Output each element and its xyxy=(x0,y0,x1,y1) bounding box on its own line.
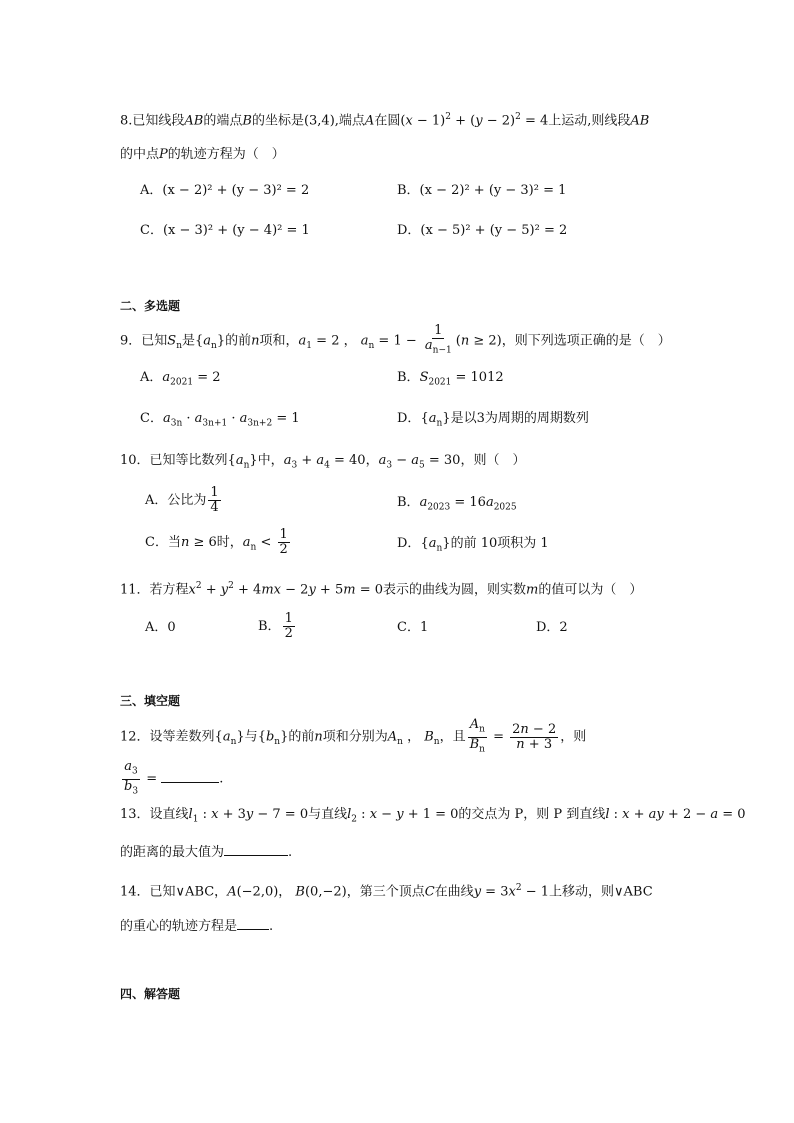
q10-option-a[interactable]: A．公比为 $\frac{1}{4}$ xyxy=(145,485,219,515)
q9-text: 9．已知 xyxy=(120,333,168,349)
q12-text: 项和分别为 xyxy=(322,729,388,745)
option-letter: A． xyxy=(140,370,163,385)
q8-text: 的轨迹方程为（ ） xyxy=(167,147,285,162)
q10-text: 10．已知等比数列 xyxy=(120,453,228,468)
q11-text: 11．若方程 xyxy=(120,582,189,598)
q11-option-d[interactable]: D．2 xyxy=(536,620,568,635)
option-letter: C．当 xyxy=(145,535,181,550)
q12-line2: $\frac{a_3}{b_3}$ = . xyxy=(124,759,224,797)
q9-text: 项和， xyxy=(259,333,299,349)
q10-option-c[interactable]: C．当n ≥ 6时，$a_n$ < $\frac{1}{2}$ xyxy=(145,527,288,557)
q10-text: 的前 10项积为 1 xyxy=(450,536,549,551)
q11-option-b[interactable]: B． $\frac{1}{2}$ xyxy=(258,611,293,641)
q8-text: 的中点 xyxy=(120,147,160,162)
q14-text: 的重心的轨迹方程是 xyxy=(120,919,238,934)
q13-line2: 的距离的最大值为 . xyxy=(120,845,293,860)
q8-text: 8.已知线段 xyxy=(120,113,185,129)
q10-text: ，则（ ） xyxy=(460,453,526,468)
q8-text: (3,4) xyxy=(303,113,335,129)
q9-text: 的前 xyxy=(225,333,252,349)
q12-text: ，则 xyxy=(560,729,587,745)
q10-option-b[interactable]: B．$a_{2023} = 16a_{2025}$ xyxy=(397,495,517,513)
answer-blank[interactable] xyxy=(161,770,219,783)
q9-text: ，则下列选项正确的是（ ） xyxy=(501,333,671,349)
q8-line2: 的中点P的轨迹方程为（ ） xyxy=(120,147,285,162)
q12-text: 的前 xyxy=(288,729,315,745)
q14-text: 在曲线 xyxy=(434,884,474,900)
q12-text: 12．设等差数列 xyxy=(120,729,215,745)
q11-option-a[interactable]: A．0 xyxy=(145,620,176,635)
q14-line2: 的重心的轨迹方程是 . xyxy=(120,919,274,934)
answer-blank[interactable] xyxy=(224,843,288,856)
q9-option-c[interactable]: C．$a_{3n} \cdot a_{3n+1} \cdot a_{3n+2} = 1$ xyxy=(140,411,300,429)
q14-text: ，第三个顶点 xyxy=(346,884,425,900)
option-letter: B． xyxy=(397,495,420,510)
q9-option-d[interactable]: D．$\{a_n\}$是以3为周期的周期数列 xyxy=(397,411,589,429)
q8-text: 的端点 xyxy=(203,113,243,129)
q8-option-c[interactable]: C．(x − 3)² + (y − 4)² = 1 xyxy=(140,223,310,238)
q12-text: 与 xyxy=(244,729,258,745)
option-letter: D． xyxy=(397,536,421,551)
q10-line1: 10．已知等比数列$\{a_n\}$中，$a_3 + a_4 = 40$，$a_3 - a_5 = 30$，则（ ） xyxy=(120,453,526,471)
q11-option-c[interactable]: C．1 xyxy=(397,620,429,635)
q9-line1: 9．已知$S_n$是$\{a_n\}$的前n项和，$a_1 = 2$ ， $a_n = 1$ − $\frac{1}{a_{n-1}}$ (n ≥ 2)，则下列选项正确的是（ ） xyxy=(120,323,671,356)
q13-text: 与直线 xyxy=(308,807,348,822)
section-title: 三、填空题 xyxy=(120,694,181,708)
section-title: 四、解答题 xyxy=(120,987,181,1001)
section-title: 二、多选题 xyxy=(120,299,181,313)
option-letter: A．公比为 xyxy=(145,493,207,508)
q8-text: 的坐标是 xyxy=(251,113,304,129)
q8-text: 上运动,则线段 xyxy=(548,113,631,129)
option-letter: D． xyxy=(397,411,421,426)
q10-text: 中， xyxy=(257,453,284,468)
q13-text: 的距离的最大值为 xyxy=(120,845,225,860)
q8-text: ,端点 xyxy=(334,113,365,129)
q11-line1: 11．若方程$x^2 + y^2 + 4mx - 2y + 5m = 0$表示的曲线为圆，则实数m的值可以为（ ） xyxy=(120,581,643,598)
q9-option-b[interactable]: B．$S_{2021} = 1012$ xyxy=(397,370,504,388)
option-letter: B． xyxy=(258,619,281,634)
q10-option-d[interactable]: D．$\{a_n\}$的前 10项积为 1 xyxy=(397,536,549,554)
q11-text: 表示的曲线为圆，则实数 xyxy=(383,582,527,598)
q9-text: 是以3为周期的周期数列 xyxy=(450,411,589,426)
q14-text: 14．已知∨ABC， xyxy=(120,884,228,900)
q10-text: 时， xyxy=(216,535,243,550)
q9-text: 是 xyxy=(181,333,195,349)
q11-text: 的值可以为（ ） xyxy=(538,582,643,598)
q12-text: ，且 xyxy=(439,729,466,745)
q8-option-a[interactable]: A．(x − 2)² + (y − 3)² = 2 xyxy=(140,183,310,198)
q12-line1: 12．设等差数列$\{a_n\}$与$\{b_n\}$的前n项和分别为$A_n$ ， $B_n$，且 $\frac{A_n}{B_n}$ = $\frac{2n - 2}{n + 3}$ ，则 xyxy=(120,717,587,755)
q14-text: 上移动，则∨ABC xyxy=(549,884,653,900)
q13-text: 13．设直线 xyxy=(120,807,189,822)
q14-line1: 14．已知∨ABC，A(−2,0)， B(0,−2)，第三个顶点C在曲线$y = 3x^2 - 1$上移动，则∨ABC xyxy=(120,883,653,900)
q13-text: 的交点为 P，则 P 到直线 xyxy=(458,807,606,822)
q9-option-a[interactable]: A．$a_{2021} = 2$ xyxy=(140,370,221,388)
q8-text: 在圆 xyxy=(374,113,401,129)
q10-text: ， xyxy=(365,453,379,468)
q8-option-d[interactable]: D．(x − 5)² + (y − 5)² = 2 xyxy=(397,223,568,238)
option-letter: C． xyxy=(140,411,163,426)
q8-line1: 8.已知线段AB的端点B的坐标是(3,4),端点A在圆$(x - 1)^2 + (y - 2)^2 = 4$上运动,则线段AB xyxy=(120,112,650,129)
q8-option-b[interactable]: B．(x − 2)² + (y − 3)² = 1 xyxy=(397,183,567,198)
option-letter: B． xyxy=(397,370,420,385)
q13-line1: 13．设直线$l_1$ : x + 3y − 7 = 0与直线$l_2$ : x − y + 1 = 0的交点为 P，则 P 到直线l : x + ay + 2 − a = 0 xyxy=(120,807,746,825)
answer-blank[interactable] xyxy=(237,917,269,930)
